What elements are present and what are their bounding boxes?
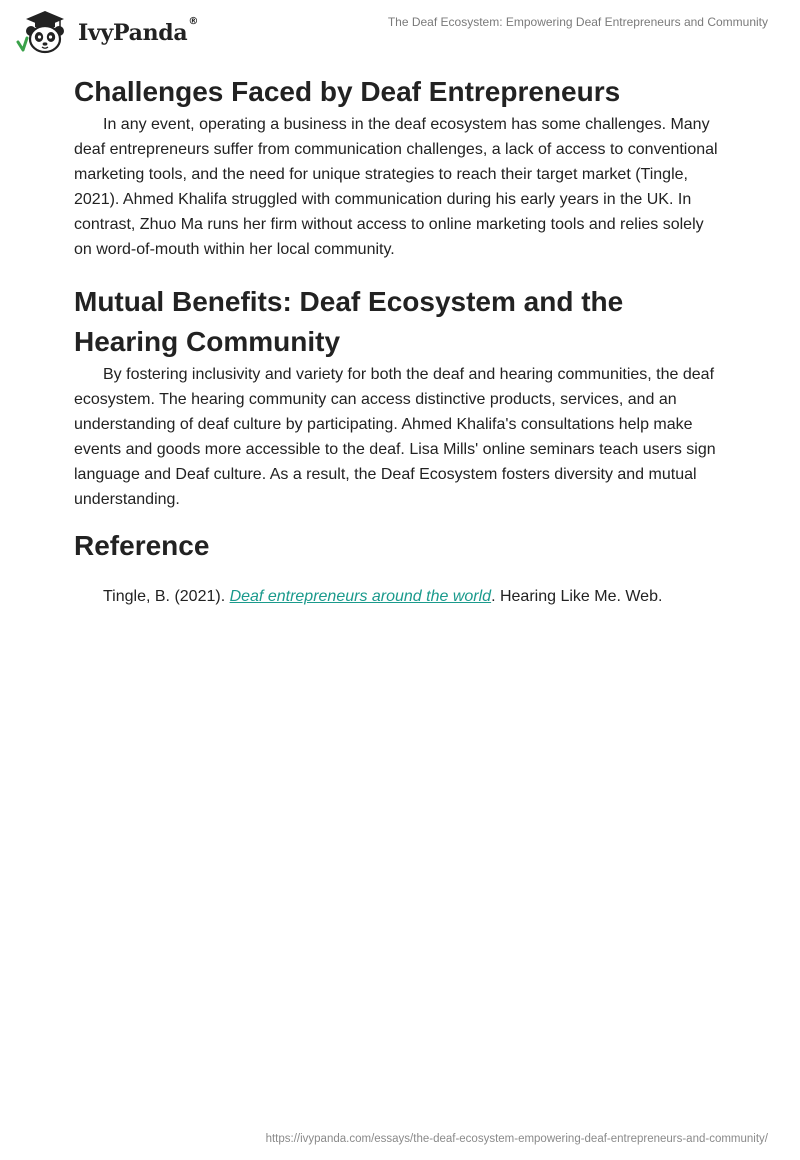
section-heading-mutual-benefits: Mutual Benefits: Deaf Ecosystem and the Hearing Community [74,286,624,357]
reference-entry [74,584,724,609]
reference-prefix: Tingle, B. (2021). [103,588,230,605]
page-header [0,0,800,60]
reference-suffix: . Hearing Like Me. Web. [491,588,663,605]
panda-graduate-icon [14,8,76,56]
ivypanda-logo[interactable] [14,8,198,56]
section-paragraph-challenges: In any event, operating a business in the deaf ecosystem has some challenges. Many deaf entrepreneurs suffer from communication challenges, a lack of access to conventional marketing tools, and the need for unique strategies to reach their target market (Tingle, 2021). Ahmed Khalifa struggled with communication during his early years in the UK. In contrast, Zhuo Ma runs her firm without access to online marketing tools and relies solely on word-of-mouth within her local community. [74,116,718,258]
section-heading-challenges: Challenges Faced by Deaf Entrepreneurs [74,76,621,107]
essay-content [74,72,724,609]
section-paragraph-mutual-benefits: By fostering inclusivity and variety for both the deaf and hearing communities, the deaf ecosystem. The hearing community can access distinctive products, services, and an understanding of deaf culture by participating. Ahmed Khalifa's consultations help make events and goods more accessible to the deaf. Lisa Mills' online seminars teach users sign language and Deaf culture. As a result, the Deaf Ecosystem fosters diversity and mutual understanding. [74,366,716,508]
running-title: The Deaf Ecosystem: Empowering Deaf Entrepreneurs and Community [387,15,768,29]
logo-wordmark: IvyPanda® [78,16,199,46]
footer-url[interactable]: https://ivypanda.com/essays/the-deaf-ecosystem-empowering-deaf-entrepreneurs-and-community/ [265,1133,768,1145]
reference-link[interactable]: Deaf entrepreneurs around the world [229,588,492,605]
reference-heading: Reference [74,530,210,561]
